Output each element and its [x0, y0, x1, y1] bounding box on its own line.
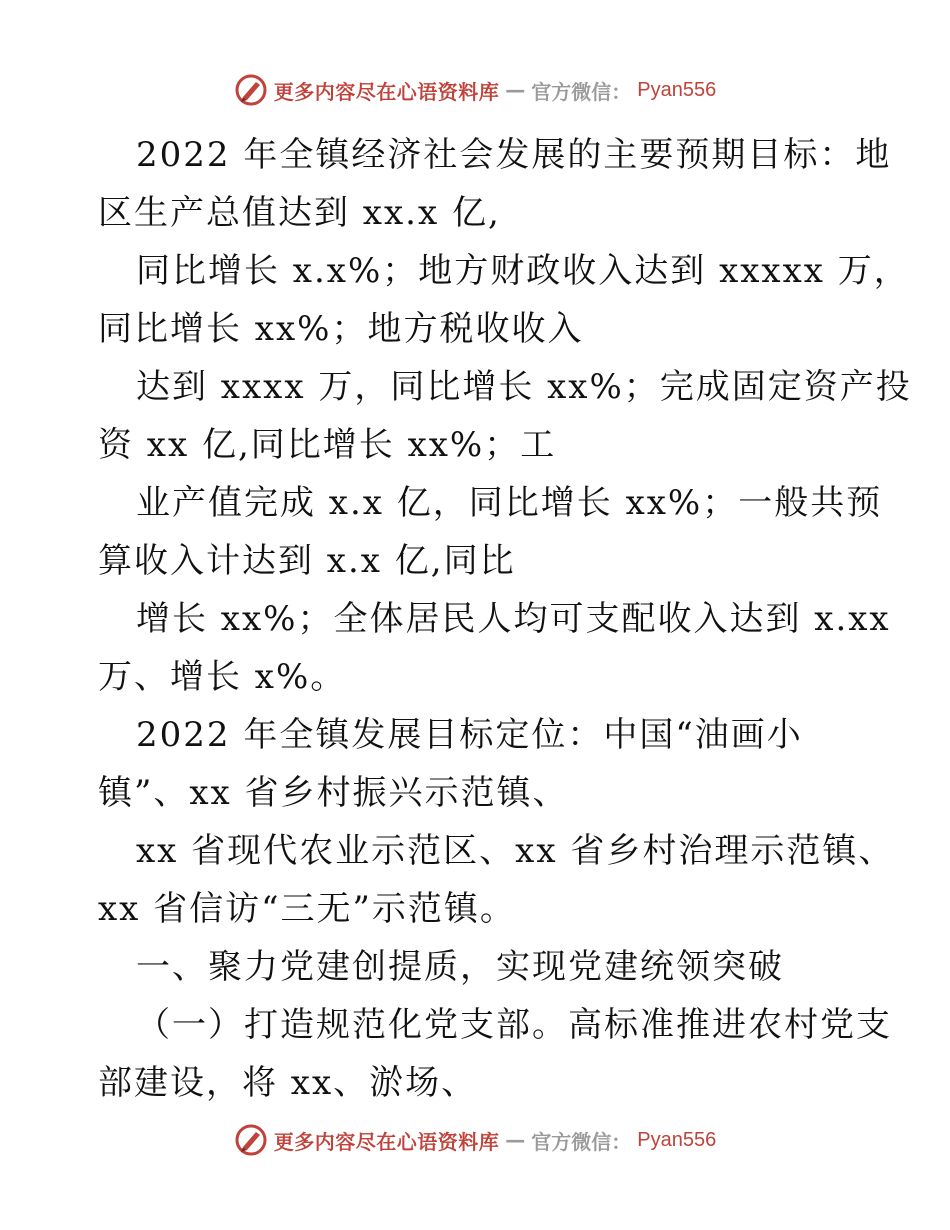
- text-line: 同比增长 x.x%；地方财政收入达到 xxxxx 万，: [136, 251, 910, 291]
- text-line: 区生产总值达到 xx.x 亿,: [98, 193, 501, 233]
- watermark-wechat-id: Pyan556: [637, 1128, 717, 1151]
- text-line: 万、增长 x%。: [98, 657, 347, 697]
- section-heading: 一、聚力党建创提质，实现党建统领突破: [136, 947, 784, 987]
- pen-logo-icon: [234, 1123, 268, 1157]
- text-line: 部建设，将 xx、淤场、: [98, 1063, 478, 1103]
- text-line: 2022 年全镇经济社会发展的主要预期目标：地: [136, 135, 892, 175]
- watermark-title: 更多内容尽在心语资料库: [273, 79, 500, 104]
- pen-logo-icon: [234, 73, 268, 107]
- watermark-suffix: 官方微信：: [531, 1129, 632, 1154]
- text-line: 资 xx 亿,同比增长 xx%；工: [98, 425, 557, 465]
- watermark-suffix: 官方微信：: [531, 79, 632, 104]
- watermark-dash: —: [505, 1128, 526, 1152]
- watermark-wechat-id: Pyan556: [637, 78, 717, 101]
- text-line: 镇”、xx 省乡村振兴示范镇、: [98, 773, 569, 813]
- text-line: 同比增长 xx%；地方税收收入: [98, 309, 584, 349]
- text-line: 达到 xxxx 万，同比增长 xx%；完成固定资产投: [136, 367, 912, 407]
- watermark-dash: —: [505, 78, 526, 102]
- text-line: 2022 年全镇发展目标定位：中国“油画小: [136, 715, 803, 755]
- document-body: [98, 126, 912, 1112]
- text-line: xx 省信访“三无”示范镇。: [98, 889, 516, 929]
- body-text: [98, 126, 912, 1112]
- text-line: 业产值完成 x.x 亿，同比增长 xx%；一般共预: [136, 483, 883, 523]
- header-watermark: [0, 70, 950, 110]
- text-line: （一）打造规范化党支部。高标准推进农村党支: [136, 1005, 892, 1045]
- text-line: 算收入计达到 x.x 亿,同比: [98, 541, 516, 581]
- text-line: 增长 xx%；全体居民人均可支配收入达到 x.xx: [136, 599, 891, 639]
- footer-watermark: [0, 1120, 950, 1160]
- watermark-title: 更多内容尽在心语资料库: [273, 1129, 500, 1154]
- text-line: xx 省现代农业示范区、xx 省乡村治理示范镇、: [136, 831, 895, 871]
